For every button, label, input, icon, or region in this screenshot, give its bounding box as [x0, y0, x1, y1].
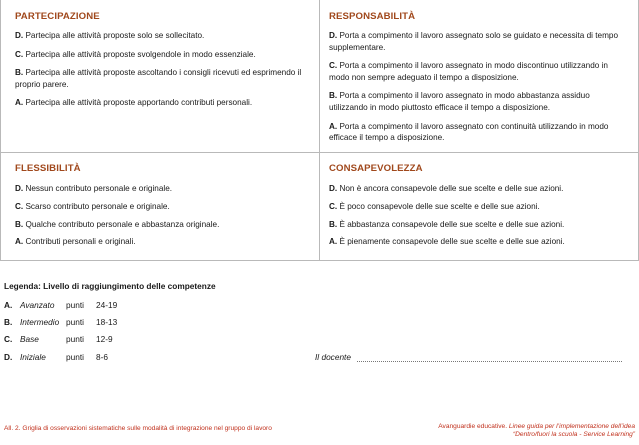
cell-title: PARTECIPAZIONE [15, 11, 100, 22]
criterion-text: Porta a compimento il lavoro assegnato in modo discontinuo utilizzando in modo non sempre adeguato il tempo a disposizione. [329, 61, 608, 82]
level-letter: D. [15, 184, 24, 193]
legend-range: 18-13 [96, 317, 118, 328]
criterion-item [15, 97, 310, 109]
legend-punti: punti [66, 334, 84, 345]
level-letter: B. [329, 91, 338, 101]
level-letter: A. [329, 237, 338, 247]
legend-range: 24-19 [96, 300, 118, 310]
grid-divider-horizontal [0, 152, 639, 153]
legend-row [4, 334, 216, 351]
cell-flessibilita [15, 163, 310, 254]
legend-level-name: Avanzato [20, 300, 55, 310]
level-letter: C. [15, 201, 24, 211]
cell-title: RESPONSABILITÀ [329, 11, 416, 22]
footer-source-title: Linee guida per l’implementazione dell’idea [508, 423, 635, 430]
level-letter: B. [15, 219, 24, 229]
criterion-item [15, 30, 310, 42]
legend-level-name: Base [20, 334, 39, 345]
criterion-text: Partecipa alle attività proposte svolgendole in modo essenziale. [23, 49, 256, 59]
teacher-label: Il docente [315, 352, 351, 362]
cell-partecipazione [15, 11, 310, 116]
criterion-text: Porta a compimento il lavoro assegnato con continuità utilizzando in modo efficace il tempo a disposizione. [329, 121, 609, 143]
criterion-item [329, 30, 629, 53]
cell-responsabilita [329, 11, 629, 151]
level-letter: C. [329, 201, 338, 211]
level-letter: A. [15, 98, 24, 108]
legend-level-name: Intermedio [20, 317, 60, 328]
legend-letter: C. [4, 334, 13, 345]
cell-title: FLESSIBILITÀ [15, 163, 81, 174]
level-letter: C. [15, 49, 24, 59]
footer-attachment-title: All. 2. Griglia di osservazioni sistematiche sulle modalità di integrazione nel gruppo di lavoro [4, 425, 272, 432]
level-letter: D. [329, 184, 338, 193]
legend-range: 8-6 [96, 351, 108, 362]
criterion-text: È poco consapevole delle sue scelte e delle sue azioni. [337, 201, 540, 211]
level-letter: A. [329, 121, 338, 131]
legend-punti: punti [66, 351, 84, 362]
criterion-text: Partecipa alle attività proposte ascoltando i consigli ricevuti ed esprimendo il proprio parere. [15, 68, 302, 89]
level-letter: C. [329, 61, 338, 71]
level-letter: A. [15, 237, 24, 247]
footer-source [438, 423, 635, 440]
criterion-text: Porta a compimento il lavoro assegnato in modo abbastanza assiduo utilizzando in modo piuttosto efficace il tempo a disposizione. [329, 91, 590, 112]
legend-letter: D. [4, 351, 13, 362]
legend-range: 12-9 [96, 334, 113, 345]
criterion-text: Scarso contributo personale e originale. [23, 201, 170, 211]
legend-letter: B. [4, 317, 13, 328]
criterion-text: Qualche contributo personale e abbastanza originale. [23, 219, 220, 229]
criterion-item [15, 201, 310, 213]
cell-title: CONSAPEVOLEZZA [329, 163, 423, 174]
grid-border-left [0, 0, 1, 261]
criterion-item [329, 90, 629, 113]
criterion-item [15, 67, 310, 90]
legend-punti: punti [66, 300, 84, 310]
criterion-item [329, 60, 629, 83]
criterion-text: Partecipa alle attività proposte apportando contributi personali. [23, 98, 253, 108]
legend-level-name: Iniziale [20, 351, 46, 362]
criterion-text: Contributi personali e originali. [23, 237, 136, 247]
criterion-text: Partecipa alle attività proposte solo se sollecitato. [23, 31, 205, 40]
criterion-item [15, 49, 310, 61]
teacher-signature-line [315, 352, 622, 362]
level-letter: B. [15, 68, 24, 78]
criterion-item [329, 121, 629, 144]
footer-source-subtitle: “Dentro/fuori la scuola - Service Learning” [512, 431, 635, 439]
criterion-text: Nessun contributo personale e originale. [23, 184, 173, 193]
criterion-text: È abbastanza consapevole delle sue scelte e delle sue azioni. [337, 219, 565, 229]
level-letter: D. [329, 31, 338, 40]
legend-title: Legenda: Livello di raggiungimento delle competenze [4, 281, 216, 291]
criterion-item [329, 219, 629, 231]
legend-letter: A. [4, 300, 13, 310]
legend-row [4, 317, 216, 334]
legend-row [4, 352, 216, 369]
criterion-item [15, 236, 310, 248]
signature-field[interactable] [357, 352, 622, 362]
criterion-item [329, 183, 629, 195]
legend-punti: punti [66, 317, 84, 328]
legend-row [4, 300, 216, 317]
criterion-text: Non è ancora consapevole delle sue scelte e delle sue azioni. [337, 184, 564, 193]
criterion-item [329, 201, 629, 213]
level-letter: D. [15, 31, 24, 40]
cell-consapevolezza [329, 163, 629, 254]
criterion-text: Porta a compimento il lavoro assegnato solo se guidato e necessita di tempo supplementare. [329, 31, 618, 52]
grid-divider-vertical [319, 0, 320, 261]
criterion-item [329, 236, 629, 248]
level-letter: B. [329, 219, 338, 229]
criterion-text: È pienamente consapevole delle sue scelte e delle sue azioni. [337, 237, 565, 247]
legend [4, 281, 216, 369]
criterion-item [15, 219, 310, 231]
criterion-item [15, 183, 310, 195]
footer-source-series: Avanguardie educative. [438, 423, 508, 430]
